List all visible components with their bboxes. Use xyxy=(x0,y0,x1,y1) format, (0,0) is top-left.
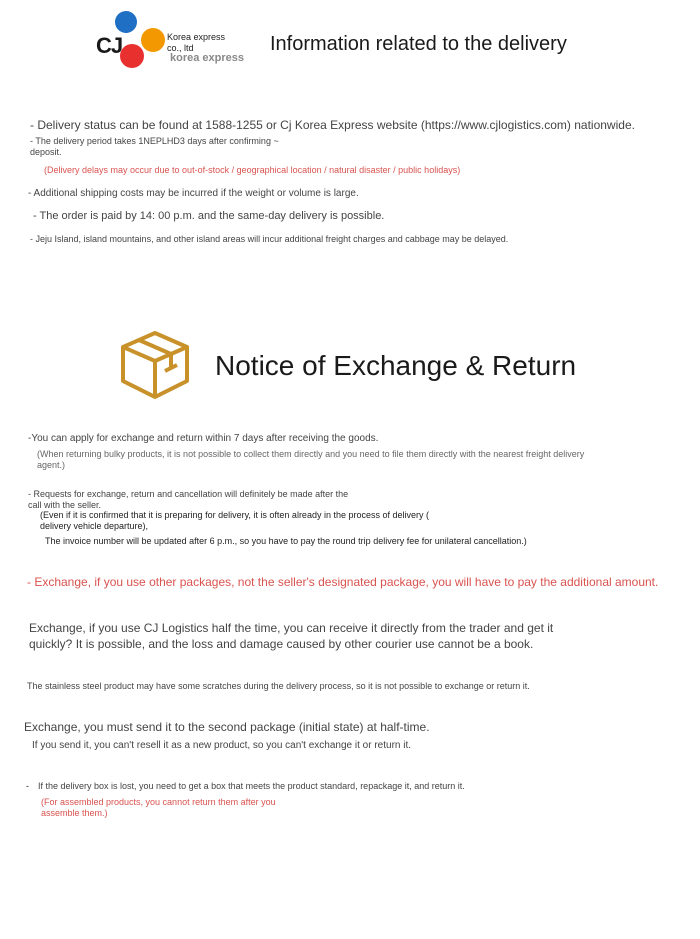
resell-text: If you send it, you can't resell it as a new product, so you can't exchange it or return it. xyxy=(32,740,412,751)
invoice-note: The invoice number will be updated after 6 p.m., so you have to pay the round trip delivery fee for unilateral cancellation.) xyxy=(45,536,527,546)
box-icon-graphic xyxy=(119,329,191,401)
other-packages-text: - Exchange, if you use other packages, not the seller's designated package, you will have to pay the additional amount. xyxy=(27,575,659,589)
preparing-delivery-note: (Even if it is confirmed that it is preparing for delivery, it is often already in the process of delivery ( delivery vehicle departure), xyxy=(40,510,429,531)
delivery-status-text: - Delivery status can be found at 1588-1255 or Cj Korea Express website (https://www.cjlogistics.com) nationwide. xyxy=(30,118,635,132)
assembled-products-note: (For assembled products, you cannot return them after you assemble them.) xyxy=(41,797,276,818)
box-lost-bullet: - xyxy=(26,781,29,791)
stainless-steel-text: The stainless steel product may have some scratches during the delivery process, so it is not possible to exchange or return it. xyxy=(27,681,530,691)
apply-exchange-text: -You can apply for exchange and return within 7 days after receiving the goods. xyxy=(28,433,379,444)
second-package-text: Exchange, you must send it to the second package (initial state) at half-time. xyxy=(24,720,430,734)
logo-company-line1: Korea express xyxy=(167,32,226,42)
bulky-products-note: (When returning bulky products, it is not possible to collect them directly and you need to file them directly with the nearest freight delivery agent.) xyxy=(37,449,585,470)
logo-company-line3: korea express xyxy=(170,52,244,64)
shipping-costs-text: - Additional shipping costs may be incurred if the weight or volume is large. xyxy=(28,188,359,199)
box-lost-text: If the delivery box is lost, you need to get a box that meets the product standard, repackage it, and return it. xyxy=(38,781,465,791)
same-day-delivery-text: - The order is paid by 14: 00 p.m. and the same-day delivery is possible. xyxy=(33,210,385,222)
requests-text: - Requests for exchange, return and cancellation will definitely be made after the call with the seller. xyxy=(28,489,349,510)
logo-company-line2: co., ltd xyxy=(167,43,194,53)
logo-brand: CJ xyxy=(96,33,123,58)
return-section-title: Notice of Exchange & Return xyxy=(215,350,577,381)
delivery-delays-note: (Delivery delays may occur due to out-of-stock / geographical location / natural disaster / public holidays) xyxy=(44,165,461,175)
delivery-section-title: Information related to the delivery xyxy=(270,33,567,55)
delivery-period-text: - The delivery period takes 1NEPLHD3 days after confirming ~ deposit. xyxy=(30,136,279,157)
cj-logistics-text: Exchange, if you use CJ Logistics half the time, you can receive it directly from the trader and get it quickly? It is possible, and the loss and damage caused by other courier use cannot be a book. xyxy=(29,621,554,651)
box-icon xyxy=(119,329,191,401)
jeju-island-text: - Jeju Island, island mountains, and other island areas will incur additional freight charges and cabbage may be delayed. xyxy=(30,234,509,244)
